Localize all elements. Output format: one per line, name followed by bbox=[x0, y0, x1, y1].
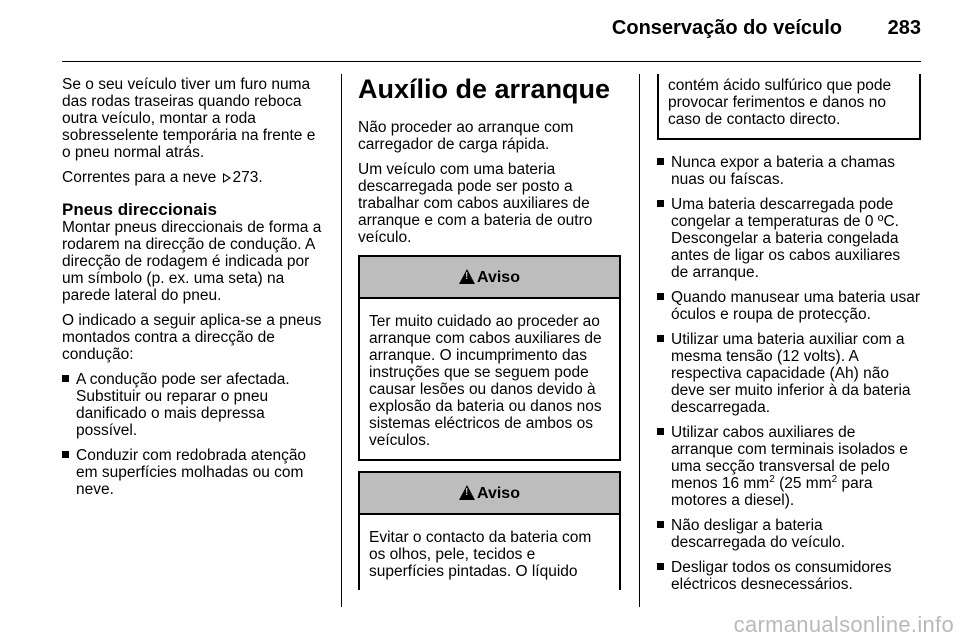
paragraph-directional-tyres: Montar pneus direccionais de forma a rodarem na direcção de condução. A direcção de rodagem é indicada por um símbolo (p. ex. uma seta) na parede lateral do pneu. bbox=[62, 219, 322, 304]
column-divider-1 bbox=[341, 74, 342, 607]
list-item bbox=[657, 424, 921, 509]
superscript: 2 bbox=[769, 473, 775, 485]
list-item-text: Uma bateria descarregada pode congelar a temperaturas de 0 ºC. Descongelar a bateria congelada antes de ligar os cabos auxiliares de arranque. bbox=[671, 196, 901, 281]
list-item bbox=[657, 289, 921, 323]
bullet-square-icon bbox=[62, 451, 69, 458]
list-item bbox=[657, 331, 921, 416]
warning-label: Aviso bbox=[477, 268, 520, 286]
paragraph-against-direction: O indicado a seguir aplica-se a pneus montados contra a direcção de condução: bbox=[62, 312, 322, 363]
header-divider bbox=[62, 61, 921, 62]
bullet-list-battery bbox=[657, 154, 921, 593]
column-divider-2 bbox=[639, 74, 640, 607]
warning-triangle-icon bbox=[459, 269, 475, 284]
list-item-text: Desligar todos os consumidores eléctricos desnecessários. bbox=[671, 559, 892, 593]
list-item bbox=[657, 196, 921, 281]
list-item-text: Utilizar uma bateria auxiliar com a mesma tensão (12 volts). A respectiva capacidade (Ah) não deve ser muito inferior à da bateria descarregada. bbox=[671, 331, 911, 416]
paragraph-snow-chains bbox=[62, 169, 324, 186]
bullet-square-icon bbox=[657, 521, 664, 528]
superscript: 2 bbox=[831, 473, 838, 485]
bullet-square-icon bbox=[657, 200, 664, 207]
paragraph-no-fast-charger: Não proceder ao arranque com carregador de carga rápida. bbox=[358, 119, 574, 153]
warning-text: Evitar o contacto da bateria com os olhos, pele, tecidos e superfícies pintadas. O líquido bbox=[369, 529, 592, 580]
list-item-text: Quando manusear uma bateria usar óculos e roupa de protecção. bbox=[671, 289, 921, 323]
warning-header bbox=[360, 257, 619, 299]
warning-header bbox=[360, 473, 619, 515]
column-3 bbox=[657, 77, 921, 601]
warning-text: Ter muito cuidado ao proceder ao arranque com cabos auxiliares de arranque. O incumprimento das instruções que se seguem pode causar lesões ou danos devido à explosão da bateria ou danos nos sistemas eléctricos de ambos os veículos. bbox=[369, 313, 602, 449]
list-item bbox=[657, 517, 921, 551]
list-item bbox=[62, 371, 324, 439]
bullet-square-icon bbox=[657, 428, 664, 435]
warning-box-2 bbox=[358, 471, 621, 590]
column-2 bbox=[358, 74, 621, 590]
bullet-list-tyres bbox=[62, 371, 324, 498]
column-1 bbox=[62, 76, 324, 506]
bullet-square-icon bbox=[657, 563, 664, 570]
snow-chains-text: Correntes para a neve bbox=[62, 169, 217, 186]
page-number: 283 bbox=[887, 17, 921, 39]
header-title: Conservação do veículo bbox=[611, 17, 842, 39]
snow-chains-ref[interactable]: 273. bbox=[232, 169, 263, 186]
warning-box-2-continued bbox=[657, 74, 921, 140]
cables-text-end: para motores a diesel). bbox=[671, 475, 873, 509]
cables-text: Utilizar cabos auxiliares de arranque com terminais isolados e uma secção transversal de pelo menos 16 mm bbox=[671, 424, 908, 492]
cables-text-mid: (25 mm bbox=[774, 475, 832, 492]
bullet-square-icon bbox=[657, 335, 664, 342]
warning-triangle-icon bbox=[459, 485, 475, 500]
page-reference-arrow-icon bbox=[223, 173, 231, 183]
paragraph-jump-start: Um veículo com uma bateria descarregada pode ser posto a trabalhar com cabos auxiliares de arranque e com a bateria de outro veículo. bbox=[358, 161, 593, 246]
warning-label: Aviso bbox=[477, 484, 520, 502]
list-item-text: Nunca expor a bateria a chamas nuas ou faíscas. bbox=[671, 154, 896, 188]
warning-box-1 bbox=[358, 255, 621, 461]
list-item-text: Conduzir com redobrada atenção em superfícies molhadas ou com neve. bbox=[76, 447, 307, 498]
bullet-square-icon bbox=[657, 293, 664, 300]
list-item-text bbox=[671, 424, 908, 509]
bullet-square-icon bbox=[657, 158, 664, 165]
paragraph-spare-wheel: Se o seu veículo tiver um furo numa das rodas traseiras quando reboca outra veículo, montar a roda sobresselente temporária na frente e o pneu normal atrás. bbox=[62, 76, 316, 161]
list-item-text: Não desligar a bateria descarregada do veículo. bbox=[671, 517, 846, 551]
bullet-square-icon bbox=[62, 375, 69, 382]
warning-text-continued: contém ácido sulfúrico que pode provocar ferimentos e danos no caso de contacto directo. bbox=[668, 77, 892, 128]
list-item bbox=[657, 154, 921, 188]
subheading-directional-tyres: Pneus direccionais bbox=[62, 200, 217, 219]
list-item bbox=[62, 447, 324, 498]
section-title: Auxílio de arranque bbox=[358, 74, 611, 104]
list-item-text: A condução pode ser afectada. Substituir ou reparar o pneu danificado o mais depressa possível. bbox=[76, 371, 290, 439]
list-item bbox=[657, 559, 921, 593]
watermark: carmanualsonline.info bbox=[733, 612, 954, 637]
